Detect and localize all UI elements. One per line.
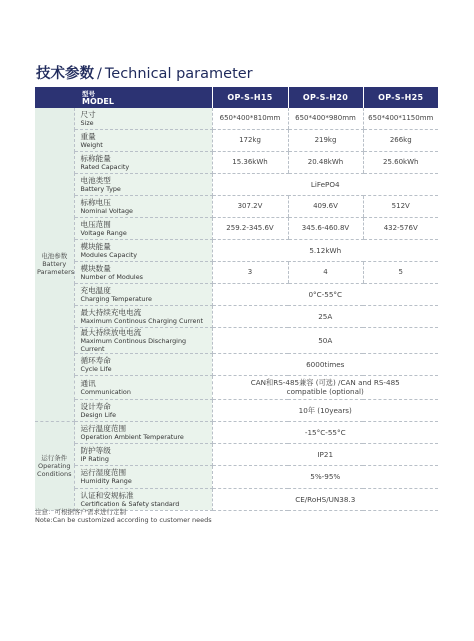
table-cell: 345.6-460.8V	[288, 217, 363, 239]
group-operating-conditions	[35, 421, 74, 510]
table-cell: 650*400*810mm	[212, 108, 288, 129]
param-label: 模块能量 Modules Capacity	[74, 239, 212, 261]
table-row	[35, 421, 438, 443]
table-header-row	[35, 87, 438, 108]
table-cell: IP21	[212, 443, 438, 465]
table-row	[35, 353, 438, 375]
table-cell: 259.2-345.6V	[212, 217, 288, 239]
spec-table	[35, 87, 438, 511]
param-label: 运行湿度范围 Humidity Range	[74, 465, 212, 488]
model-header-en: MODEL	[82, 96, 114, 106]
title-en: Technical parameter	[104, 66, 253, 82]
table-cell: 20.48kWh	[288, 151, 363, 173]
table-cell: 409.6V	[288, 195, 363, 217]
table-cell: 10年 (10years)	[212, 399, 438, 421]
communication-line-2: compatible (optional)	[286, 387, 364, 396]
table-row	[35, 375, 438, 399]
table-row	[35, 239, 438, 261]
param-label: 循环寿命 Cycle Life	[74, 353, 212, 375]
table-cell: 0°C-55°C	[212, 283, 438, 305]
table-row	[35, 305, 438, 327]
table-cell: 15.36kWh	[212, 151, 288, 173]
group-operating-label: 运行条件 Operating Conditions	[37, 453, 72, 478]
note-en: Note:Can be customized according to customer needs	[35, 516, 212, 524]
column-header-h20: OP-S-H20	[288, 87, 363, 108]
table-cell: -15°C-55°C	[212, 421, 438, 443]
param-label: 设计寿命 Design Life	[74, 399, 212, 421]
table-row	[35, 465, 438, 488]
param-label: 标称电压 Nominal Voltage	[74, 195, 212, 217]
table-row	[35, 217, 438, 239]
model-header-cn: 型号	[82, 89, 95, 98]
table-row	[35, 108, 438, 129]
table-row	[35, 283, 438, 305]
table-row	[35, 327, 438, 353]
table-cell: CE/RoHS/UN38.3	[212, 488, 438, 510]
model-header	[35, 87, 212, 108]
param-label: 充电温度 Charging Temperature	[74, 283, 212, 305]
table-row	[35, 195, 438, 217]
param-label: 电池类型 Battery Type	[74, 173, 212, 195]
param-label: 重量 Weight	[74, 129, 212, 151]
page-title	[36, 62, 253, 83]
group-battery-parameters	[35, 108, 74, 421]
table-row	[35, 173, 438, 195]
table-cell: 25A	[212, 305, 438, 327]
column-header-h15: OP-S-H15	[212, 87, 288, 108]
table-row	[35, 261, 438, 283]
table-cell: 172kg	[212, 129, 288, 151]
table-cell: 6000times	[212, 353, 438, 375]
table-row	[35, 443, 438, 465]
table-cell: 266kg	[363, 129, 438, 151]
group-battery-label: 电池参数 Battery Parameters	[37, 252, 75, 277]
table-cell: 5%-95%	[212, 465, 438, 488]
table-cell: 4	[288, 261, 363, 283]
table-row	[35, 129, 438, 151]
table-cell	[212, 375, 438, 399]
table-cell: 3	[212, 261, 288, 283]
table-cell: 650*400*980mm	[288, 108, 363, 129]
table-cell: LiFePO4	[212, 173, 438, 195]
param-label: 认证和安规标准 Certification & Safety standard	[74, 488, 212, 510]
title-cn: 技术参数	[36, 66, 94, 82]
table-cell: 512V	[363, 195, 438, 217]
param-label: 最大持续充电电流 Maximum Continous Charging Current	[74, 305, 212, 327]
communication-line-1: CAN和RS-485兼容 (可选) /CAN and RS-485	[250, 378, 400, 387]
param-label: 尺寸 Size	[74, 108, 212, 129]
param-label: 电压范围 Voltage Range	[74, 217, 212, 239]
title-separator: /	[97, 66, 102, 82]
table-cell: 25.60kWh	[363, 151, 438, 173]
table-cell: 432-576V	[363, 217, 438, 239]
table-cell: 219kg	[288, 129, 363, 151]
column-header-h25: OP-S-H25	[363, 87, 438, 108]
table-cell: 307.2V	[212, 195, 288, 217]
table-cell: 650*400*1150mm	[363, 108, 438, 129]
param-label: 防护等级 IP Rating	[74, 443, 212, 465]
note-cn: 注意：可根据客户需求进行定制	[35, 508, 126, 516]
table-cell: 5	[363, 261, 438, 283]
table-row	[35, 151, 438, 173]
table-cell: 5.12kWh	[212, 239, 438, 261]
table-row	[35, 399, 438, 421]
param-label: 通讯 Communication	[74, 375, 212, 399]
table-cell: 50A	[212, 327, 438, 353]
param-label: 模块数量 Number of Modules	[74, 261, 212, 283]
param-label: 标称能量 Rated Capacity	[74, 151, 212, 173]
param-label: 运行温度范围 Operation Ambient Temperature	[74, 421, 212, 443]
param-label: 最大持续放电电流 Maximum Continous Discharging Current	[74, 327, 212, 353]
